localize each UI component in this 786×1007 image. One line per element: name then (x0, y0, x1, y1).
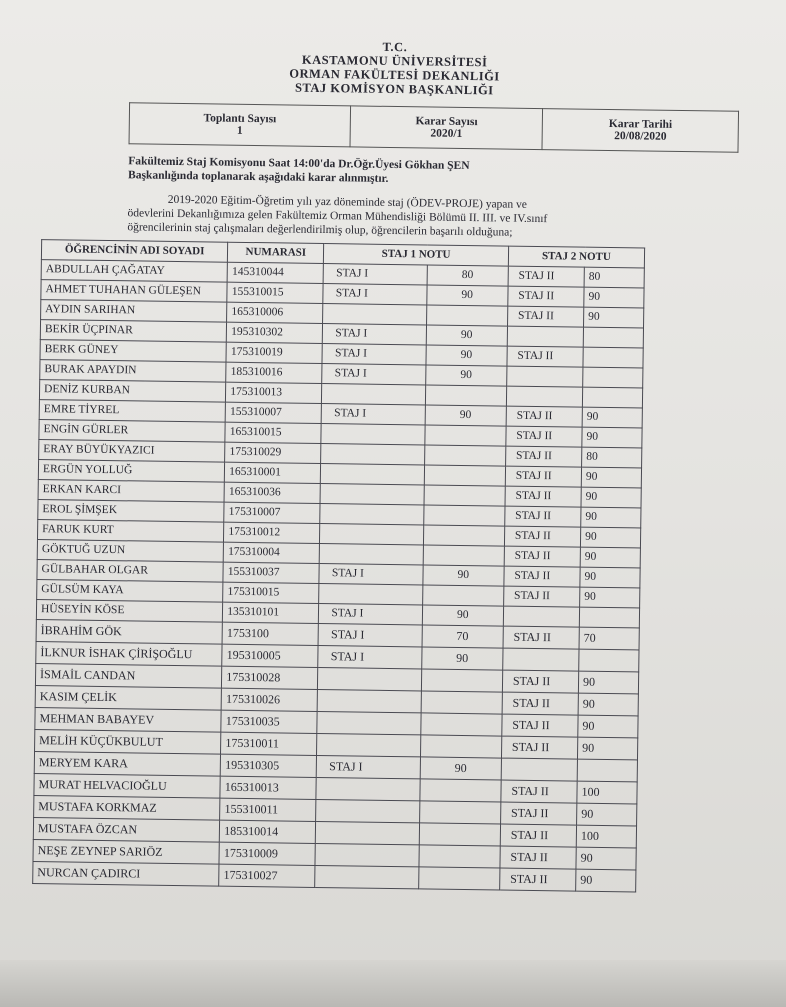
student-name-cell: AYDIN SARIHAN (41, 300, 228, 323)
header-line-commission: STAJ KOMİSYON BAŞKANLIĞI (294, 80, 494, 98)
staj1-grade-cell: 90 (426, 345, 507, 366)
meeting-count-value: 1 (236, 124, 243, 137)
staj2-label-cell: STAJ II (504, 566, 580, 587)
staj2-grade-cell: 90 (582, 427, 642, 448)
student-number-cell: 185310014 (220, 820, 316, 843)
student-number-cell: 155310015 (227, 282, 323, 303)
staj1-grade-cell (418, 867, 499, 890)
staj1-grade-cell (419, 823, 500, 846)
staj2-grade-cell: 80 (584, 267, 644, 288)
student-number-cell: 175310035 (221, 710, 317, 733)
staj1-grade-cell (419, 845, 500, 868)
student-name-cell: MUSTAFA ÖZCAN (33, 818, 220, 843)
staj1-grade-cell (423, 525, 504, 546)
staj1-label-cell (320, 543, 424, 564)
decision-number-cell (350, 106, 543, 150)
staj1-label-cell (320, 524, 424, 545)
staj2-grade-cell (583, 327, 643, 348)
staj2-grade-cell: 90 (580, 567, 640, 588)
staj2-grade-cell: 90 (578, 737, 638, 760)
staj2-label-cell: STAJ II (502, 714, 579, 737)
student-name-cell: ERAY BÜYÜKYAZICI (39, 440, 226, 463)
staj1-grade-cell: 90 (425, 405, 506, 426)
staj2-grade-cell: 90 (582, 407, 642, 428)
staj1-label-cell: STAJ I (319, 603, 423, 624)
column-header-staj1: STAJ 1 NOTU (324, 244, 509, 267)
staj2-grade-cell: 90 (584, 287, 644, 308)
staj1-grade-cell (421, 713, 502, 736)
staj2-label-cell: STAJ II (505, 506, 581, 527)
staj1-grade-cell (425, 425, 506, 446)
staj2-grade-cell: 80 (582, 447, 642, 468)
column-header-name: ÖĞRENCİNİN ADI SOYADI (41, 240, 228, 263)
decision-paragraph (127, 192, 738, 243)
staj1-label-cell (320, 504, 424, 525)
staj2-label-cell: STAJ II (503, 586, 579, 607)
staj1-label-cell: STAJ I (322, 364, 426, 385)
student-number-cell: 195310302 (227, 322, 323, 343)
staj2-label-cell: STAJ II (504, 526, 580, 547)
staj1-grade-cell (421, 691, 502, 714)
staj2-grade-cell (579, 649, 639, 672)
student-number-cell: 175310013 (226, 382, 322, 403)
staj2-grade-cell: 90 (580, 547, 640, 568)
student-name-cell: GÖKTUĞ UZUN (37, 540, 224, 563)
staj1-grade-cell (424, 465, 505, 486)
staj1-label-cell: STAJ I (317, 755, 421, 778)
staj2-grade-cell: 90 (576, 869, 636, 892)
student-name-cell: AHMET TUHAHAN GÜLEŞEN (41, 280, 228, 303)
student-name-cell: EROL ŞİMŞEK (38, 500, 225, 523)
staj1-label-cell (318, 667, 422, 690)
header-line-tc: T.C. (382, 39, 408, 55)
student-number-cell: 175310029 (225, 442, 321, 463)
student-number-cell: 175310019 (226, 342, 322, 363)
intro-text (128, 154, 738, 191)
meeting-count-label: Toplantı Sayısı (203, 112, 277, 126)
staj2-label-cell: STAJ II (508, 266, 584, 287)
student-number-cell: 165310013 (220, 776, 316, 799)
student-number-cell: 175310028 (222, 666, 318, 689)
staj2-label-cell (506, 386, 582, 407)
student-number-cell: 175310009 (219, 842, 315, 865)
staj2-label-cell: STAJ II (507, 306, 583, 327)
staj2-grade-cell: 90 (578, 715, 638, 738)
student-number-cell: 175310004 (223, 542, 319, 563)
staj1-label-cell (321, 424, 425, 445)
staj2-grade-cell: 90 (577, 803, 637, 826)
document-sheet (18, 35, 760, 894)
student-name-cell: HÜSEYİN KÖSE (36, 600, 223, 623)
staj2-grade-cell (583, 347, 643, 368)
staj2-grade-cell: 90 (580, 587, 640, 608)
student-number-cell: 155310037 (223, 562, 319, 583)
staj1-grade-cell (424, 445, 505, 466)
staj2-label-cell: STAJ II (504, 546, 580, 567)
staj1-grade-cell: 90 (422, 605, 503, 626)
staj1-grade-cell: 90 (426, 325, 507, 346)
staj2-label-cell: STAJ II (505, 446, 581, 467)
staj2-label-cell: STAJ II (506, 406, 582, 427)
student-name-cell: EMRE TİYREL (39, 400, 226, 423)
student-name-cell: GÜLBAHAR OLGAR (37, 560, 224, 583)
staj2-label-cell: STAJ II (502, 692, 579, 715)
staj1-grade-cell (422, 585, 503, 606)
staj2-grade-cell (582, 387, 642, 408)
decision-date-cell (542, 109, 738, 153)
decision-date-value: 20/08/2020 (614, 130, 667, 143)
staj2-grade-cell: 100 (577, 781, 637, 804)
student-name-cell: DENİZ KURBAN (39, 380, 226, 403)
meeting-count-cell (129, 103, 351, 147)
column-header-number: NUMARASI (228, 242, 324, 263)
staj1-grade-cell (426, 305, 507, 326)
student-name-cell: BURAK APAYDIN (40, 360, 227, 383)
document-header (29, 35, 760, 101)
staj1-grade-cell: 80 (427, 265, 508, 286)
staj2-label-cell: STAJ II (506, 426, 582, 447)
paragraph-line: 2019-2020 Eğitim-Öğretim yılı yaz döneminde staj (ÖDEV-PROJE) yapan ve (167, 193, 528, 211)
staj1-label-cell: STAJ I (318, 645, 422, 668)
staj1-label-cell (319, 583, 423, 604)
student-name-cell: MURAT HELVACIOĞLU (34, 774, 221, 799)
staj2-label-cell (507, 366, 583, 387)
staj1-label-cell: STAJ I (319, 563, 423, 584)
student-name-cell: ABDULLAH ÇAĞATAY (41, 260, 228, 283)
student-name-cell: MUSTAFA KORKMAZ (34, 796, 221, 821)
staj1-grade-cell: 90 (427, 285, 508, 306)
staj2-grade-cell (579, 607, 639, 628)
column-header-staj2: STAJ 2 NOTU (508, 246, 644, 268)
student-name-cell: ERKAN KARCI (38, 480, 225, 503)
meeting-info-table (129, 102, 740, 153)
staj2-label-cell: STAJ II (500, 802, 577, 825)
staj1-label-cell (317, 689, 421, 712)
student-number-cell: 1753100 (222, 622, 318, 645)
staj1-label-cell: STAJ I (323, 264, 427, 285)
staj2-grade-cell: 90 (580, 527, 640, 548)
staj2-label-cell (501, 758, 578, 781)
staj1-grade-cell (420, 735, 501, 758)
staj2-label-cell: STAJ II (501, 780, 578, 803)
staj2-label-cell (503, 606, 579, 627)
staj2-label-cell: STAJ II (502, 670, 579, 693)
staj2-label-cell: STAJ II (505, 486, 581, 507)
intro-line: Fakültemiz Staj Komisyonu Saat 14:00'da Dr.Öğr.Üyesi Gökhan ŞEN (128, 155, 470, 173)
staj2-label-cell: STAJ II (508, 286, 584, 307)
student-name-cell: İBRAHİM GÖK (36, 620, 223, 645)
staj1-label-cell (321, 464, 425, 485)
staj2-label-cell (507, 326, 583, 347)
student-number-cell: 165310036 (224, 482, 320, 503)
student-name-cell: İLKNUR İSHAK ÇİRİŞOĞLU (36, 642, 223, 667)
student-name-cell: MERYEM KARA (34, 752, 221, 777)
staj2-label-cell: STAJ II (505, 466, 581, 487)
staj1-label-cell (320, 484, 424, 505)
staj2-grade-cell: 90 (581, 467, 641, 488)
paragraph-line: ödevlerini Dekanlığımıza gelen Fakültemiz Orman Mühendisliği Bölümü II. III. ve IV.sınıf (127, 207, 548, 226)
student-number-cell: 155310007 (225, 402, 321, 423)
staj2-label-cell: STAJ II (501, 736, 578, 759)
student-number-cell: 165310006 (227, 302, 323, 323)
staj2-grade-cell: 90 (578, 693, 638, 716)
student-name-cell: NURCAN ÇADIRCI (33, 862, 220, 887)
staj2-label-cell (503, 648, 580, 671)
student-number-cell: 145310044 (227, 262, 323, 283)
staj1-label-cell (316, 821, 420, 844)
staj1-grade-cell: 90 (420, 757, 501, 780)
staj1-label-cell (322, 384, 426, 405)
staj1-grade-cell: 70 (422, 625, 503, 648)
student-number-cell: 165310015 (225, 422, 321, 443)
paragraph-line: öğrencilerinin staj çalışmaları değerlendirilmiş olup, öğrencilerin başarılı olduğuna; (127, 221, 513, 239)
staj1-grade-cell: 90 (425, 365, 506, 386)
staj1-label-cell: STAJ I (322, 404, 426, 425)
staj2-grade-cell (577, 759, 637, 782)
staj1-grade-cell: 90 (423, 565, 504, 586)
staj2-label-cell: STAJ II (500, 846, 577, 869)
student-number-cell: 185310016 (226, 362, 322, 383)
staj1-grade-cell (424, 485, 505, 506)
staj1-label-cell: STAJ I (323, 324, 427, 345)
staj1-label-cell (317, 711, 421, 734)
staj1-grade-cell (423, 505, 504, 526)
student-name-cell: KASIM ÇELİK (35, 686, 222, 711)
staj1-label-cell (317, 733, 421, 756)
student-number-cell: 195310305 (220, 754, 316, 777)
staj1-label-cell (316, 777, 420, 800)
student-name-cell: GÜLSÜM KAYA (37, 580, 224, 603)
staj1-grade-cell (425, 385, 506, 406)
staj1-label-cell (323, 304, 427, 325)
staj1-label-cell: STAJ I (318, 623, 422, 646)
staj1-label-cell (315, 865, 419, 888)
staj2-grade-cell: 90 (584, 307, 644, 328)
staj1-label-cell: STAJ I (323, 284, 427, 305)
staj2-label-cell: STAJ II (507, 346, 583, 367)
staj1-label-cell (315, 843, 419, 866)
desk-surface (0, 960, 786, 1007)
staj2-grade-cell: 90 (576, 847, 636, 870)
staj2-grade-cell (583, 367, 643, 388)
staj2-grade-cell: 90 (581, 507, 641, 528)
staj1-label-cell (321, 444, 425, 465)
staj1-grade-cell (423, 545, 504, 566)
header-line-university: KASTAMONU ÜNİVERSİTESİ (301, 52, 488, 70)
student-name-cell: BEKİR ÜÇPINAR (40, 320, 227, 343)
student-name-cell: MELİH KÜÇÜKBULUT (35, 730, 222, 755)
student-number-cell: 175310027 (219, 864, 315, 887)
student-name-cell: MEHMAN BABAYEV (35, 708, 222, 733)
student-name-cell: FARUK KURT (37, 520, 224, 543)
decision-date-label: Karar Tarihi (608, 117, 673, 131)
student-number-cell: 165310001 (225, 462, 321, 483)
student-name-cell: ERGÜN YOLLUĞ (38, 460, 225, 483)
student-number-cell: 175310015 (223, 582, 319, 603)
table-body (33, 260, 645, 892)
student-number-cell: 135310101 (223, 602, 319, 623)
student-name-cell: BERK GÜNEY (40, 340, 227, 363)
decision-number-label: Karar Sayısı (415, 115, 478, 129)
student-name-cell: ENGİN GÜRLER (39, 420, 226, 443)
student-number-cell: 175310011 (221, 732, 317, 755)
staj1-grade-cell (419, 801, 500, 824)
decision-number-value: 2020/1 (430, 127, 463, 140)
staj1-label-cell (316, 799, 420, 822)
student-number-cell: 175310012 (224, 522, 320, 543)
staj1-grade-cell (421, 669, 502, 692)
student-number-cell: 195310005 (222, 644, 318, 667)
student-name-cell: İSMAİL CANDAN (35, 664, 222, 689)
staj1-grade-cell: 90 (421, 647, 502, 670)
header-line-faculty: ORMAN FAKÜLTESİ DEKANLIĞI (289, 66, 500, 84)
staj2-grade-cell: 90 (581, 487, 641, 508)
staj2-grade-cell: 90 (578, 671, 638, 694)
staj2-label-cell: STAJ II (499, 868, 576, 891)
student-number-cell: 175310026 (221, 688, 317, 711)
staj2-grade-cell: 70 (579, 627, 639, 650)
student-number-cell: 155310011 (220, 798, 316, 821)
staj2-label-cell: STAJ II (500, 824, 577, 847)
student-name-cell: NEŞE ZEYNEP SARIÖZ (33, 840, 220, 865)
intro-line: Başkanlığında toplanarak aşağıdaki karar alınmıştır. (128, 169, 389, 185)
student-number-cell: 175310007 (224, 502, 320, 523)
staj2-grade-cell: 100 (576, 825, 636, 848)
internship-grades-table (32, 239, 645, 892)
staj1-label-cell: STAJ I (322, 344, 426, 365)
staj1-grade-cell (420, 779, 501, 802)
staj2-label-cell: STAJ II (503, 626, 580, 649)
